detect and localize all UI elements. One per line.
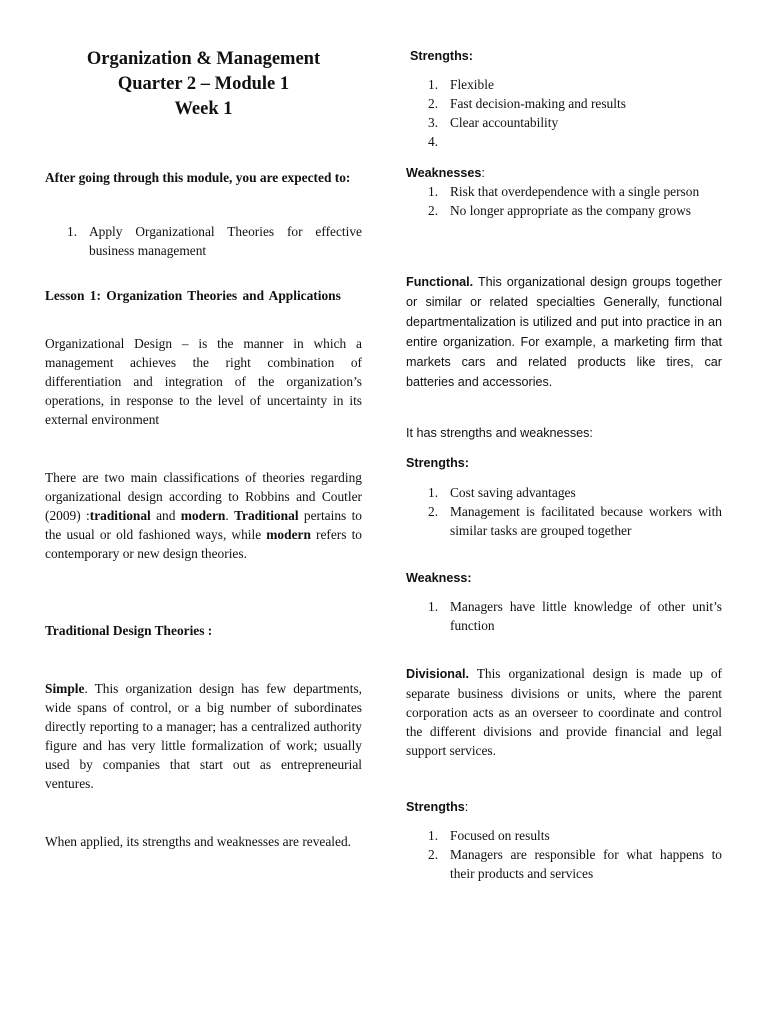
list-text: No longer appropriate as the company grows (450, 203, 691, 218)
objective-item (45, 222, 362, 260)
title-line-1: Organization & Management (86, 49, 321, 69)
list-item (406, 75, 722, 94)
simple-paragraph (45, 679, 362, 793)
traditional-design-heading: Traditional Design Theories : (45, 623, 213, 638)
divisional-strengths-label (406, 797, 468, 817)
list-item (406, 502, 722, 540)
functional-strengths-list (406, 483, 722, 540)
list-number: 1. (428, 599, 439, 614)
functional-intro: It has strengths and weaknesses: (406, 426, 593, 440)
applied-paragraph: When applied, its strengths and weaknesses are revealed. (45, 834, 352, 849)
classification-paragraph (45, 468, 362, 563)
objective-number: 1. (67, 224, 78, 239)
simple-label: Simple (45, 681, 85, 696)
classification-text: There are two main classifications of theories regarding organizational design according to Robbins and Coutler (2009) : (45, 470, 362, 523)
list-text: Managers are responsible for what happens to their products and services (450, 847, 722, 881)
functional-weakness-label: Weakness: (406, 571, 472, 585)
module-title (45, 47, 362, 122)
classification-text: refers to contemporary or new design theories. (45, 527, 362, 561)
divisional-text: This organizational design is made up of separate business divisions or units, where the parent corporation acts as an overseer to coordinate and control the different divisions and provide financial and legal support services. (406, 666, 722, 758)
list-number: 4. (428, 134, 439, 149)
list-item (406, 201, 722, 220)
list-text: Cost saving advantages (450, 485, 576, 500)
list-number: 3. (428, 115, 439, 130)
list-text: Focused on results (450, 828, 550, 843)
objectives-list (45, 222, 362, 260)
functional-weakness-list (406, 597, 722, 635)
list-item (406, 845, 722, 883)
list-number: 2. (428, 847, 439, 862)
list-number: 1. (428, 828, 439, 843)
lesson-heading: Lesson 1: Organization Theories and Applications (45, 288, 341, 303)
list-text: Risk that overdependence with a single person (450, 184, 700, 199)
traditional-term: Traditional (234, 508, 299, 523)
modern-term: modern (266, 527, 311, 542)
weaknesses-word: Weaknesses (406, 166, 482, 180)
list-number: 2. (428, 203, 439, 218)
classification-text: pertains to the usual or old fashioned ways, while (45, 508, 362, 542)
list-number: 1. (428, 485, 439, 500)
list-item (406, 94, 722, 113)
list-text: Fast decision-making and results (450, 96, 626, 111)
modern-term: modern (180, 508, 226, 523)
simple-weaknesses-list (406, 182, 722, 220)
list-text: Clear accountability (450, 115, 559, 130)
functional-paragraph (406, 272, 722, 392)
list-item (406, 113, 722, 132)
functional-strengths-label: Strengths: (406, 456, 469, 470)
simple-strengths-list (406, 75, 722, 151)
traditional-term: traditional (89, 508, 151, 523)
list-number: 1. (428, 184, 439, 199)
title-line-2: Quarter 2 – Module 1 (117, 74, 290, 94)
divisional-label: Divisional. (406, 667, 469, 681)
simple-weaknesses-label (406, 163, 485, 183)
divisional-paragraph (406, 664, 722, 760)
functional-text: This organizational design groups together or similar or related specialties Generally, functional departmentalization is utilized and put into practice in an entire organization. For example, a marketing firm that markets cars and related products like tires, car batteries and accessories. (406, 275, 722, 389)
list-item (406, 826, 722, 845)
list-item (406, 597, 722, 635)
list-number: 2. (428, 96, 439, 111)
list-number: 1. (428, 77, 439, 92)
list-text: Managers have little knowledge of other unit’s function (450, 599, 722, 633)
classification-text: and (150, 508, 181, 523)
list-item (406, 182, 722, 201)
classification-text: . (225, 508, 235, 523)
list-text: Management is facilitated because workers with similar tasks are grouped together (450, 504, 722, 538)
weaknesses-colon: : (481, 166, 485, 180)
title-line-3: Week 1 (174, 99, 233, 119)
org-design-definition: Organizational Design – is the manner in which a management achieves the right combination of differentiation and integration of the organization’s operations, in response to the level of uncertainty in its external environment (45, 336, 362, 427)
list-text: Flexible (450, 77, 494, 92)
list-item (406, 132, 722, 151)
objective-text: Apply Organizational Theories for effective business management (89, 224, 362, 258)
objectives-heading: After going through this module, you are expected to: (45, 170, 351, 185)
list-item (406, 483, 722, 502)
list-number: 2. (428, 504, 439, 519)
strengths-word: Strengths (406, 800, 465, 814)
strengths-colon: : (464, 800, 469, 814)
functional-label: Functional. (406, 275, 474, 289)
simple-strengths-label: Strengths: (410, 49, 473, 63)
divisional-strengths-list (406, 826, 722, 883)
simple-text: . This organization design has few departments, wide spans of control, or a big number of subordinates directly reporting to a manager; has a centralized authority figure and has very little formalization of work; usually used by companies that start out as entrepreneurial ventures. (45, 681, 362, 791)
